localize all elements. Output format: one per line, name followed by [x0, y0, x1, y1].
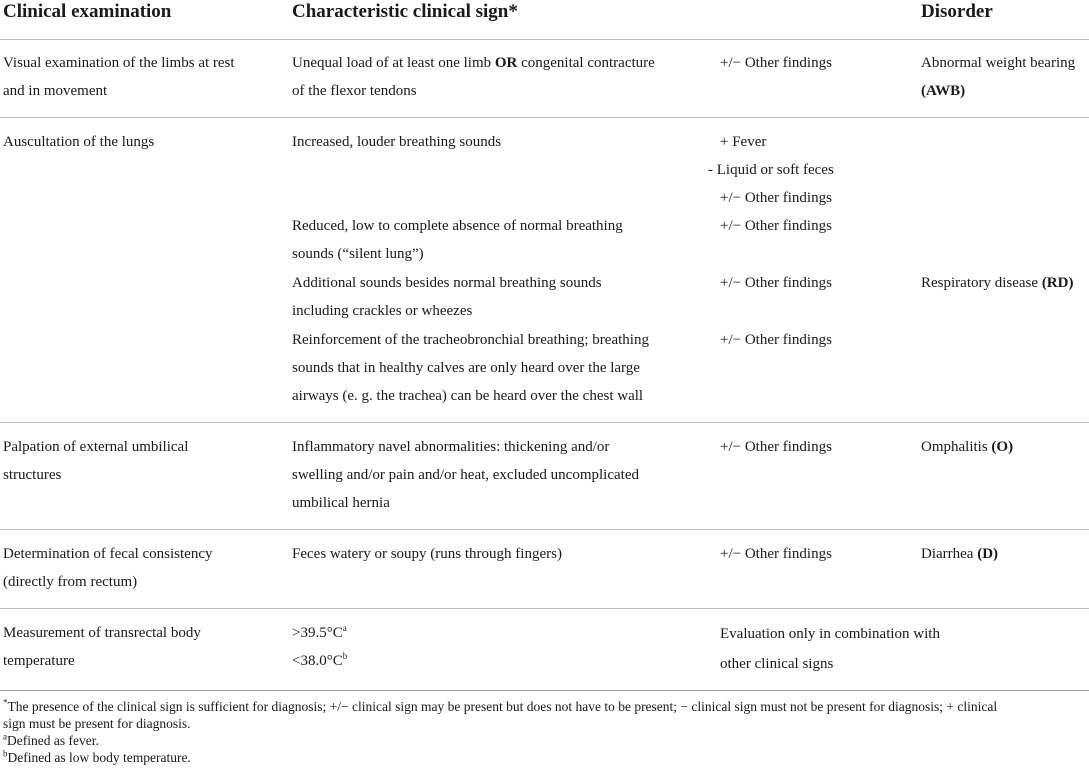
- temp-high: $>39.5^\circ C^a$: [292, 623, 347, 641]
- sign-lungs-reduced: Reduced, low to complete absence of normal breathing sounds (“silent lung”): [292, 218, 623, 262]
- findings-limbs: +/− Other findings: [720, 55, 832, 71]
- findings-lungs-additional: +/− Other findings: [720, 275, 832, 291]
- table-bottom-divider: [0, 690, 1089, 691]
- header-disorder: Disorder: [921, 1, 993, 22]
- sign-limbs: Unequal load of at least one limb OR congenital contracture of the flexor tendons: [292, 55, 655, 99]
- findings-umbilical: +/− Other findings: [720, 439, 832, 455]
- sign-fecal: Feces watery or soupy (runs through fingers): [292, 546, 562, 562]
- findings-lungs-increased: + Fever - Liquid or soft feces +/− Other findings: [708, 134, 834, 206]
- header-divider: [0, 39, 1089, 40]
- sign-lungs-reinforcement: Reinforcement of the tracheobronchial breathing; breathing sounds that in healthy calves are only heard over the large airways (e. g. the trachea) can be heard over the chest wall: [292, 332, 649, 404]
- header-characteristic-clinical-sign: Characteristic clinical sign*: [292, 1, 518, 22]
- footnote-a: $^a$Defined as fever.: [3, 731, 99, 748]
- findings-lungs-reduced: +/− Other findings: [720, 218, 832, 234]
- sign-temperature: [292, 619, 347, 675]
- footnote-b: $^b$Defined as low body temperature.: [3, 748, 191, 765]
- row-divider: [0, 529, 1089, 530]
- header-clinical-examination: Clinical examination: [3, 1, 172, 22]
- findings-fecal: +/− Other findings: [720, 546, 832, 562]
- sign-lungs-increased: Increased, louder breathing sounds: [292, 134, 502, 150]
- sign-umbilical: Inflammatory navel abnormalities: thickening and/or swelling and/or pain and/or heat, excluded uncomplicated umbilical hernia: [292, 439, 639, 511]
- disorder-omphalitis: Omphalitis (O): [921, 439, 1014, 455]
- exam-temperature: Measurement of transrectal body temperature: [3, 625, 201, 669]
- findings-lungs-reinforcement: +/− Other findings: [720, 332, 832, 348]
- disorder-diarrhea: Diarrhea (D): [921, 546, 999, 562]
- note-temperature: Evaluation only in combination with other clinical signs: [720, 626, 940, 672]
- exam-fecal: Determination of fecal consistency (directly from rectum): [3, 546, 213, 590]
- exam-lungs: Auscultation of the lungs: [3, 134, 155, 150]
- row-divider: [0, 422, 1089, 423]
- exam-limbs: Visual examination of the limbs at rest and in movement: [3, 55, 235, 99]
- temp-low: $<38.0^\circ C^b$: [292, 651, 348, 669]
- disorder-rd: Respiratory disease (RD): [921, 275, 1074, 291]
- row-divider: [0, 608, 1089, 609]
- sign-lungs-additional: Additional sounds besides normal breathing sounds including crackles or wheezes: [292, 275, 602, 319]
- disorder-awb: Abnormal weight bearing (AWB): [921, 55, 1076, 99]
- footnote-star: *The presence of the clinical sign is sufficient for diagnosis; +/− clinical sign may be present but does not have to be present; − clinical sign must not be present for diagnosis; + clinical: [3, 697, 998, 714]
- exam-umbilical: Palpation of external umbilical structures: [3, 439, 189, 483]
- row-divider: [0, 117, 1089, 118]
- footnotes: *The presence of the clinical sign is sufficient for diagnosis; +/− clinical sign may be present but does not have to be present; − clinical sign must not be present for diagnosis; + clinical sign must be present for diagnosis. $^a$Defined as fever. $^b$Defined as low body temperature.: [3, 698, 1086, 766]
